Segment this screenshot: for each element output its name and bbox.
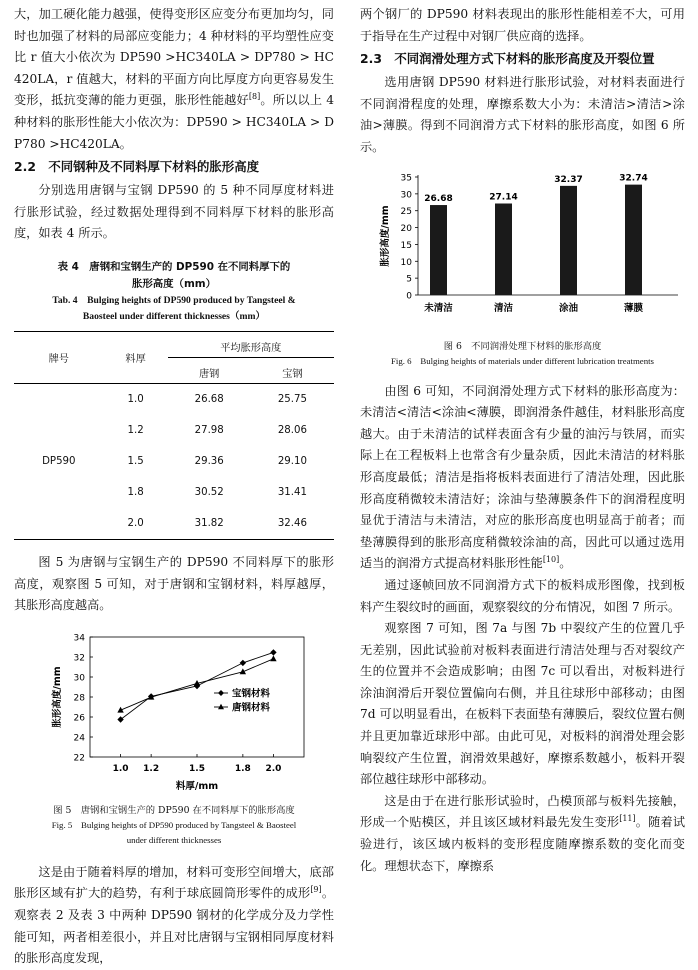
y-tick-label: 20 — [400, 223, 412, 234]
y-tick-label: 30 — [400, 189, 412, 200]
x-category-label: 薄膜 — [623, 302, 644, 314]
section-2-2-text: 分别选用唐钢与宝钢 DP590 的 5 种不同厚度材料进行胀形试验，经过数据处理得到不同料厚下材料的胀形高度，如表 4 所示。 — [14, 183, 334, 241]
section-2-3-text: 选用唐钢 DP590 材料进行胀形试验，对材料表面进行不同润滑程度的处理，摩擦系数大小为：未清洁>清洁>涂油>薄膜。得到不同润滑方式下材料的胀形高度，如图 6 所示。 — [360, 75, 685, 154]
data-point-tangsteel — [270, 655, 276, 661]
legend-label: 宝钢材料 — [232, 688, 271, 700]
fig5-caption-en-1: Fig. 5 Bulging heights of DP590 produced by Tangsteel & Baosteel — [51, 819, 297, 830]
y-tick-label: 26 — [73, 713, 85, 724]
data-point-baosteel — [270, 649, 276, 655]
data-point-baosteel — [240, 659, 246, 665]
x-category-label: 涂油 — [558, 302, 579, 314]
y-axis-label: 胀形高度/mm — [380, 204, 391, 267]
paragraph-fig6-analysis: 由图 6 可知，不同润滑处理方式下材料的胀形高度为：未清洁<清洁<涂油<薄膜，即润滑条件越佳，材料胀形高度越大。由于未清洁的试样表面含有少量的油污与铁屑，而实际上在工程板料上也常含有少量杂质，因此未清洁的材料胀形高度最低；清洁是指将板料表面进行了清洁处理，因此胀形高度稍微较未清洁好；涂油与垫薄膜条件下的润滑程度明显优于清洁与未清洁，对应的胀形高度也明显高于前者；而垫薄膜得到的胀形高度稍微较涂油的高，因此可以通过选用适当的润滑方式提高材料胀形性能[10]。 — [360, 383, 685, 571]
y-tick-label: 5 — [406, 274, 412, 285]
bar-4 — [625, 184, 642, 294]
y-tick-label: 0 — [406, 291, 412, 302]
x-tick-label: 1.5 — [189, 763, 205, 774]
x-tick-label: 1.8 — [234, 763, 251, 774]
table4-caption-cn-1: 表 4 唐钢和宝钢生产的 DP590 在不同料厚下的 — [57, 260, 291, 273]
fig5-intro-text: 图 5 为唐钢与宝钢生产的 DP590 不同料厚下的胀形高度，观察图 5 可知，对于唐钢和宝钢材料，料厚越厚，其胀形高度越高。 — [14, 554, 334, 613]
table-header-tangsteel: 唐钢 — [168, 357, 251, 383]
table-row: 1.8 30.52 31.41 — [127, 486, 307, 498]
bar-1 — [430, 205, 447, 295]
table-row: 1.2 27.98 28.06 — [127, 424, 307, 436]
fig6-caption-en: Fig. 6 Bulging heights of materials under different lubrication treatments — [391, 355, 654, 366]
x-category-label: 未清洁 — [424, 302, 453, 314]
y-tick-label: 22 — [73, 753, 85, 764]
citation: [8] — [248, 92, 261, 102]
citation: [11] — [619, 814, 636, 824]
table-cell-brand: DP590 — [14, 383, 104, 539]
table-row: 1.5 29.36 29.10 — [127, 455, 307, 467]
paragraph-fig7-analysis: 观察图 7 可知，图 7a 与图 7b 中裂纹产生的位置几乎无差别，因此试验前对板料表面进行清洁处理与否对裂纹产生的位置并不会造成影响；由图 7c 可以看出，对板料进行涂油润滑后开裂位置偏向右侧，并且往球形中部移动；由图 7d 可以明显看出，在板料下表面垫有薄膜后，裂纹位置右侧并且更加靠近球形中部。由此可见，对板料的润滑处理会影响裂纹产生位置，润滑效果越好，摩擦系数越小，板料开裂部位越往球形中部移动。 — [360, 621, 685, 787]
table-header-thickness: 料厚 — [104, 331, 168, 383]
legend-marker-tangsteel — [218, 704, 224, 709]
bar-value-label: 32.37 — [554, 174, 583, 185]
table-4 — [14, 331, 334, 540]
paragraph-contact-zone: 这是由于在进行胀形试验时，凸模顶部与板料先接触，形成一个贴模区，并且该区域材料最先发生变形[11]。随着试验进行，该区域内板料的变形程度随摩擦系数的变化而变化。理想状态下，摩擦系 — [360, 793, 686, 873]
bar-value-label: 26.68 — [424, 193, 453, 204]
legend-marker-baosteel — [218, 690, 224, 696]
left-column — [14, 4, 334, 970]
table-row: 2.0 31.82 32.46 — [14, 508, 334, 540]
bar-2 — [495, 203, 512, 295]
paragraph-crack-playback: 通过逐帧回放不同润滑方式下的板料成形图像，找到板料产生裂纹时的画面，观察裂纹的分布情况，如图 7 所示。 — [360, 577, 685, 614]
section-2-3-heading: 2.3 不同润滑处理方式下材料的胀形高度及开裂位置 — [360, 51, 655, 67]
table-header-avg: 平均胀形高度 — [168, 331, 334, 357]
figure-5-line-chart — [14, 627, 334, 803]
y-tick-label: 30 — [73, 673, 85, 684]
x-tick-label: 1.2 — [143, 763, 160, 774]
section-2-2-heading: 2.2 不同钢种及不同料厚下材料的胀形高度 — [14, 159, 259, 175]
bar-3 — [560, 185, 577, 294]
table-header-baosteel: 宝钢 — [251, 357, 334, 383]
fig5-caption-cn: 图 5 唐钢和宝钢生产的 DP590 在不同料厚下的胀形高度 — [53, 804, 295, 816]
plot-frame — [90, 637, 304, 757]
fig6-caption-cn: 图 6 不同润滑处理下材料的胀形高度 — [443, 340, 602, 352]
y-tick-label: 28 — [73, 693, 85, 704]
table-row: DP590 1.0 26.68 25.75 — [14, 383, 334, 415]
x-tick-label: 2.0 — [265, 763, 282, 774]
y-tick-label: 35 — [400, 173, 412, 184]
y-tick-label: 32 — [73, 653, 85, 664]
table4-caption-en-2: Baosteel under different thicknesses（mm） — [82, 310, 266, 322]
x-category-label: 清洁 — [493, 302, 514, 314]
table4-caption-cn-2: 胀形高度（mm） — [132, 277, 216, 290]
intro-paragraph: 大，加工硬化能力越强，使得变形区应变分布更加均匀，同时也加强了材料的局部应变能力；4 种材料的平均塑性应变比 r 值大小依次为 DP590 >HC340LA > DP780 > HC420LA，r 值越大，材料的平面方向比厚度方向更容易发生变形，抵抗变薄的能力更强，胀形性能越好[8]。所以以上 4 种材料的胀形性能大小依次为：DP590 > HC340LA > DP780 >HC420LA。 — [14, 7, 335, 151]
x-tick-label: 1.0 — [112, 763, 129, 774]
citation: [10] — [542, 555, 560, 565]
y-tick-label: 25 — [400, 206, 412, 217]
right-column — [360, 4, 685, 877]
y-tick-label: 24 — [73, 733, 85, 744]
y-tick-label: 34 — [73, 633, 85, 644]
y-axis-label: 胀形高度/mm — [52, 666, 63, 728]
table4-caption-en-1: Tab. 4 Bulging heights of DP590 produced by Tangsteel & — [52, 294, 296, 306]
y-tick-label: 10 — [400, 257, 412, 268]
bar-value-label: 27.14 — [489, 192, 518, 203]
figure-6-bar-chart — [360, 167, 685, 339]
right-top-text: 两个钢厂的 DP590 材料表现出的胀形性能相差不大，可用于指导在生产过程中对钢厂供应商的选择。 — [360, 7, 685, 43]
fig5-caption-en-2: under different thicknesses — [126, 834, 222, 845]
bar-value-label: 32.74 — [619, 173, 648, 184]
y-tick-label: 15 — [400, 240, 412, 251]
bottom-paragraph: 这是由于随着料厚的增加，材料可变形空间增大，底部胀形区域有扩大的趋势，有利于球底圆筒形零件的成形[9]。观察表 2 及表 3 中两种 DP590 钢材的化学成分及力学性能可知，两者相差很小，并且对比唐钢与宝钢相同厚度材料的胀形高度发现， — [14, 864, 335, 966]
legend-label: 唐钢材料 — [232, 702, 271, 714]
citation: [9] — [310, 885, 322, 895]
x-axis-label: 料厚/mm — [175, 780, 219, 792]
table-header-brand: 牌号 — [14, 331, 104, 383]
